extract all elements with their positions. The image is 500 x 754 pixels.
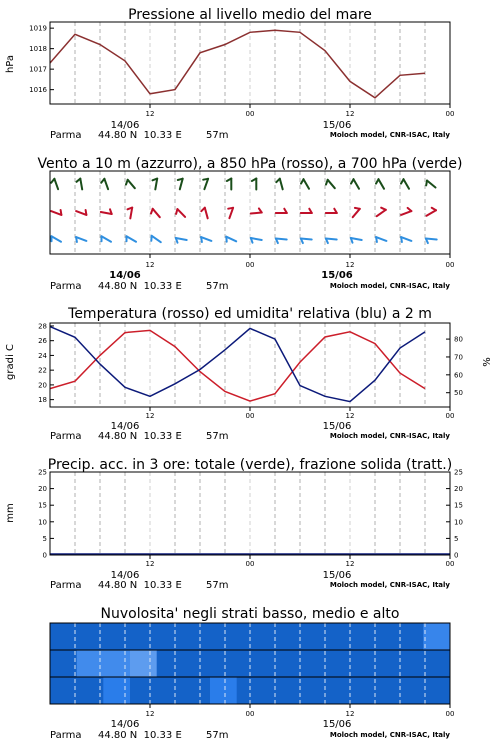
wind-barb <box>376 237 386 241</box>
pressure-xticks <box>146 104 455 118</box>
wind-barb-feather <box>203 179 208 180</box>
pressure-series <box>50 30 425 98</box>
x-tick-label: 12 <box>146 412 155 420</box>
cloud-cell <box>210 623 237 650</box>
wind-barb <box>152 236 161 242</box>
wind-barb <box>426 239 437 240</box>
precipitation-title: Precip. acc. in 3 ore: totale (verde), frazione solida (tratt.) <box>48 457 452 473</box>
wind-date-2: 15/06 <box>321 270 353 281</box>
precipitation-ylabel: mm <box>5 503 16 522</box>
wind-altitude: 57m <box>206 281 228 292</box>
y-tick-label: 18 <box>38 396 47 404</box>
cloudiness-coordinates: 44.80 N 10.33 E <box>98 730 182 741</box>
wind-barb-feather <box>276 179 280 183</box>
y-tick-label: 15 <box>454 502 463 510</box>
wind-barb <box>51 211 61 215</box>
precipitation-coordinates: 44.80 N 10.33 E <box>98 580 182 591</box>
cloud-cell <box>343 623 370 650</box>
cloudiness-altitude: 57m <box>206 730 228 741</box>
wind-barb <box>326 239 337 240</box>
cloud-cell <box>397 650 424 677</box>
cloud-cell <box>130 623 157 650</box>
cloud-cell <box>343 677 370 704</box>
wind-barb <box>251 213 262 214</box>
cloud-cell <box>50 677 77 704</box>
wind-barb-feather <box>51 179 54 183</box>
cloud-cell <box>130 677 157 704</box>
wind-barb <box>353 209 360 217</box>
temperature-date-2: 15/06 <box>323 421 352 432</box>
cloudiness-date-1: 14/06 <box>111 719 140 730</box>
cloudiness-title: Nuvolosita' negli strati basso, medio e alto <box>101 606 400 622</box>
wind-barb <box>377 210 386 216</box>
cloud-cell <box>263 677 290 704</box>
wind-barb <box>76 237 86 241</box>
y-tick-label: 28 <box>38 322 47 330</box>
wind-footer <box>50 270 450 292</box>
wind-barb-feather <box>151 209 153 214</box>
wind-barb <box>52 236 62 242</box>
wind-barb <box>102 236 112 242</box>
wind-barb-feather <box>176 209 177 214</box>
precipitation-location: Parma <box>50 580 82 591</box>
pressure-footer <box>50 120 450 141</box>
temperature-footer <box>50 421 450 442</box>
temperature-location: Parma <box>50 431 82 442</box>
cloud-cell <box>290 650 317 677</box>
y-tick-label: 5 <box>454 535 458 543</box>
cloud-cell <box>103 623 130 650</box>
humidity-yticks <box>446 336 463 398</box>
x-tick-label: 00 <box>446 560 455 568</box>
wind-barb <box>328 180 335 188</box>
y-tick-label: 50 <box>454 389 463 397</box>
wind-barb-feather <box>76 237 77 242</box>
cloud-cell <box>157 677 184 704</box>
temperature-ylabel: gradi C <box>5 344 16 380</box>
pressure-date-2: 15/06 <box>323 120 352 131</box>
cloud-cell <box>103 677 130 704</box>
x-tick-label: 12 <box>346 560 355 568</box>
temperature-date-1: 14/06 <box>111 421 140 432</box>
pressure-altitude: 57m <box>206 130 228 141</box>
wind-barb <box>205 208 208 219</box>
wind-barb <box>127 236 137 242</box>
temperature-altitude: 57m <box>206 431 228 442</box>
y-tick-label: 20 <box>38 381 47 389</box>
temperature-humidity-series <box>50 327 425 402</box>
wind-barb-feather <box>77 179 81 182</box>
wind-barb <box>427 210 437 216</box>
cloud-cell <box>317 623 344 650</box>
wind-barb-feather <box>178 179 183 180</box>
cloudiness-footer <box>50 719 450 741</box>
cloud-cell <box>210 650 237 677</box>
wind-barb-feather <box>376 237 377 242</box>
cloud-cell <box>423 677 450 704</box>
temperature-title: Temperatura (rosso) ed umidita' relativa (blu) a 2 m <box>67 306 432 322</box>
panel-wind <box>37 156 462 292</box>
x-tick-label: 12 <box>346 261 355 269</box>
humidity-ylabel: % <box>482 357 493 367</box>
precipitation-footer <box>50 570 450 591</box>
cloud-cell <box>157 650 184 677</box>
wind-barb-feather <box>401 179 404 183</box>
cloud-cell <box>50 623 77 650</box>
wind-barb <box>427 181 436 188</box>
pressure-location: Parma <box>50 130 82 141</box>
panel-temperature <box>5 306 493 442</box>
wind-barb <box>54 179 58 189</box>
panel-pressure <box>5 7 454 141</box>
wind-barb <box>276 239 287 240</box>
x-tick-label: 12 <box>146 261 155 269</box>
x-tick-label: 00 <box>246 560 255 568</box>
panel-precipitation <box>5 457 463 591</box>
precipitation-date-2: 15/06 <box>323 570 352 581</box>
cloudiness-credit: Moloch model, CNR-ISAC, Italy <box>330 731 451 739</box>
wind-barb-feather <box>432 208 436 211</box>
cloud-cell <box>50 650 77 677</box>
x-tick-label: 00 <box>246 412 255 420</box>
y-tick-label: 10 <box>454 518 463 526</box>
pressure-credit: Moloch model, CNR-ISAC, Italy <box>330 131 451 139</box>
wind-barb-feather <box>426 181 427 186</box>
pressure-title: Pressione al livello medio del mare <box>128 7 372 23</box>
precipitation-altitude: 57m <box>206 580 228 591</box>
wind-gridlines <box>75 171 425 254</box>
cloud-cell <box>423 623 450 650</box>
wind-barb <box>104 179 108 189</box>
wind-barb <box>304 179 310 189</box>
cloud-cell <box>317 677 344 704</box>
cloud-cell <box>263 623 290 650</box>
wind-title: Vento a 10 m (azzurro), a 850 hPa (rosso), a 700 hPa (verde) <box>37 156 462 172</box>
wind-barb <box>301 239 312 240</box>
wind-barb <box>80 179 82 190</box>
cloud-cell <box>183 677 210 704</box>
temperature-xticks <box>146 407 455 420</box>
wind-barb <box>379 179 385 189</box>
cloud-cell <box>130 650 157 677</box>
wind-barb-feather <box>301 179 304 183</box>
cloud-cell <box>343 650 370 677</box>
x-tick-label: 12 <box>346 710 355 718</box>
y-tick-label: 0 <box>454 552 458 560</box>
wind-barb-feather <box>326 180 328 185</box>
x-tick-label: 00 <box>246 710 255 718</box>
cloud-cell <box>370 623 397 650</box>
wind-barb <box>201 237 211 241</box>
cloudiness-cells <box>50 623 451 704</box>
wind-barb <box>404 179 410 189</box>
wind-date-1: 14/06 <box>109 270 141 281</box>
wind-barb-feather <box>228 208 233 209</box>
cloud-cell <box>290 677 317 704</box>
y-tick-label: 20 <box>454 485 463 493</box>
wind-barb-feather <box>401 237 402 242</box>
y-tick-label: 1018 <box>29 45 47 53</box>
precipitation-xticks <box>146 555 455 568</box>
temperature-coordinates: 44.80 N 10.33 E <box>98 431 182 442</box>
precipitation-date-1: 14/06 <box>111 570 140 581</box>
x-tick-label: 12 <box>146 110 155 118</box>
y-tick-label: 1019 <box>29 25 47 33</box>
wind-barb-feather <box>201 237 202 242</box>
y-tick-label: 1016 <box>29 86 47 94</box>
temperature-credit: Moloch model, CNR-ISAC, Italy <box>330 432 451 440</box>
cloud-cell <box>210 677 237 704</box>
cloudiness-xticks <box>146 704 455 718</box>
cloudiness-date-2: 15/06 <box>323 719 352 730</box>
pressure-date-1: 14/06 <box>111 120 140 131</box>
wind-barb <box>153 209 160 217</box>
temperature-gridlines <box>75 323 425 407</box>
y-tick-label: 20 <box>38 485 47 493</box>
x-tick-label: 00 <box>446 110 455 118</box>
wind-barb-feather <box>86 210 87 215</box>
wind-location: Parma <box>50 281 82 292</box>
wind-credit: Moloch model, CNR-ISAC, Italy <box>330 282 451 290</box>
wind-barb-feather <box>61 210 62 215</box>
temperature-line <box>50 330 425 401</box>
wind-barb <box>128 180 135 188</box>
y-tick-label: 25 <box>454 469 463 477</box>
wind-barb <box>177 209 185 217</box>
cloud-cell <box>183 650 210 677</box>
y-tick-label: 80 <box>454 336 463 344</box>
cloud-cell <box>263 650 290 677</box>
wind-barb <box>226 237 236 242</box>
y-tick-label: 25 <box>38 469 47 477</box>
x-tick-label: 00 <box>246 261 255 269</box>
cloudiness-location: Parma <box>50 730 82 741</box>
wind-barb-feather <box>126 180 128 185</box>
cloud-cell <box>290 623 317 650</box>
x-tick-label: 00 <box>446 261 455 269</box>
precipitation-yticks <box>38 469 54 560</box>
humidity-line <box>50 327 425 402</box>
y-tick-label: 70 <box>454 353 463 361</box>
y-tick-label: 22 <box>38 367 47 375</box>
pressure-frame <box>50 22 450 104</box>
precipitation-gridlines <box>75 472 425 555</box>
cloud-cell <box>183 623 210 650</box>
x-tick-label: 00 <box>446 710 455 718</box>
cloud-cell <box>370 677 397 704</box>
x-tick-label: 12 <box>346 412 355 420</box>
wind-barb-feather <box>101 179 104 183</box>
cloud-cell <box>397 677 424 704</box>
wind-coordinates: 44.80 N 10.33 E <box>98 281 182 292</box>
wind-barbs <box>51 179 437 244</box>
cloud-cell <box>317 650 344 677</box>
x-tick-label: 00 <box>446 412 455 420</box>
wind-barb-feather <box>381 208 386 210</box>
cloud-cell <box>397 623 424 650</box>
wind-barb-feather <box>355 208 360 209</box>
y-tick-label: 60 <box>454 371 463 379</box>
y-tick-label: 15 <box>38 502 47 510</box>
pressure-line <box>50 30 425 98</box>
wind-barb <box>280 179 283 190</box>
pressure-coordinates: 44.80 N 10.33 E <box>98 130 182 141</box>
wind-barb-feather <box>351 179 354 183</box>
y-tick-label: 5 <box>43 535 47 543</box>
wind-barb <box>401 211 411 215</box>
y-tick-label: 26 <box>38 337 47 345</box>
wind-barb-feather <box>408 208 412 211</box>
x-tick-label: 12 <box>146 710 155 718</box>
cloud-cell <box>370 650 397 677</box>
wind-barb <box>354 179 360 189</box>
wind-barb-feather <box>376 179 379 183</box>
cloud-cell <box>157 623 184 650</box>
temperature-yticks <box>38 322 54 404</box>
wind-barb-feather <box>201 208 205 212</box>
cloud-cell <box>423 650 450 677</box>
panel-cloudiness <box>50 606 454 741</box>
x-tick-label: 12 <box>346 110 355 118</box>
wind-barb <box>401 237 411 241</box>
x-tick-label: 00 <box>246 110 255 118</box>
y-tick-label: 1017 <box>29 66 47 74</box>
y-tick-label: 10 <box>38 518 47 526</box>
pressure-ylabel: hPa <box>5 55 16 73</box>
y-tick-label: 0 <box>43 552 47 560</box>
precipitation-credit: Moloch model, CNR-ISAC, Italy <box>330 581 451 589</box>
y-tick-label: 24 <box>38 352 47 360</box>
wind-barb <box>76 211 86 215</box>
x-tick-label: 12 <box>146 560 155 568</box>
wind-xticks <box>146 254 455 269</box>
cloud-cell <box>103 650 130 677</box>
precipitation-right-yticks <box>446 469 463 560</box>
